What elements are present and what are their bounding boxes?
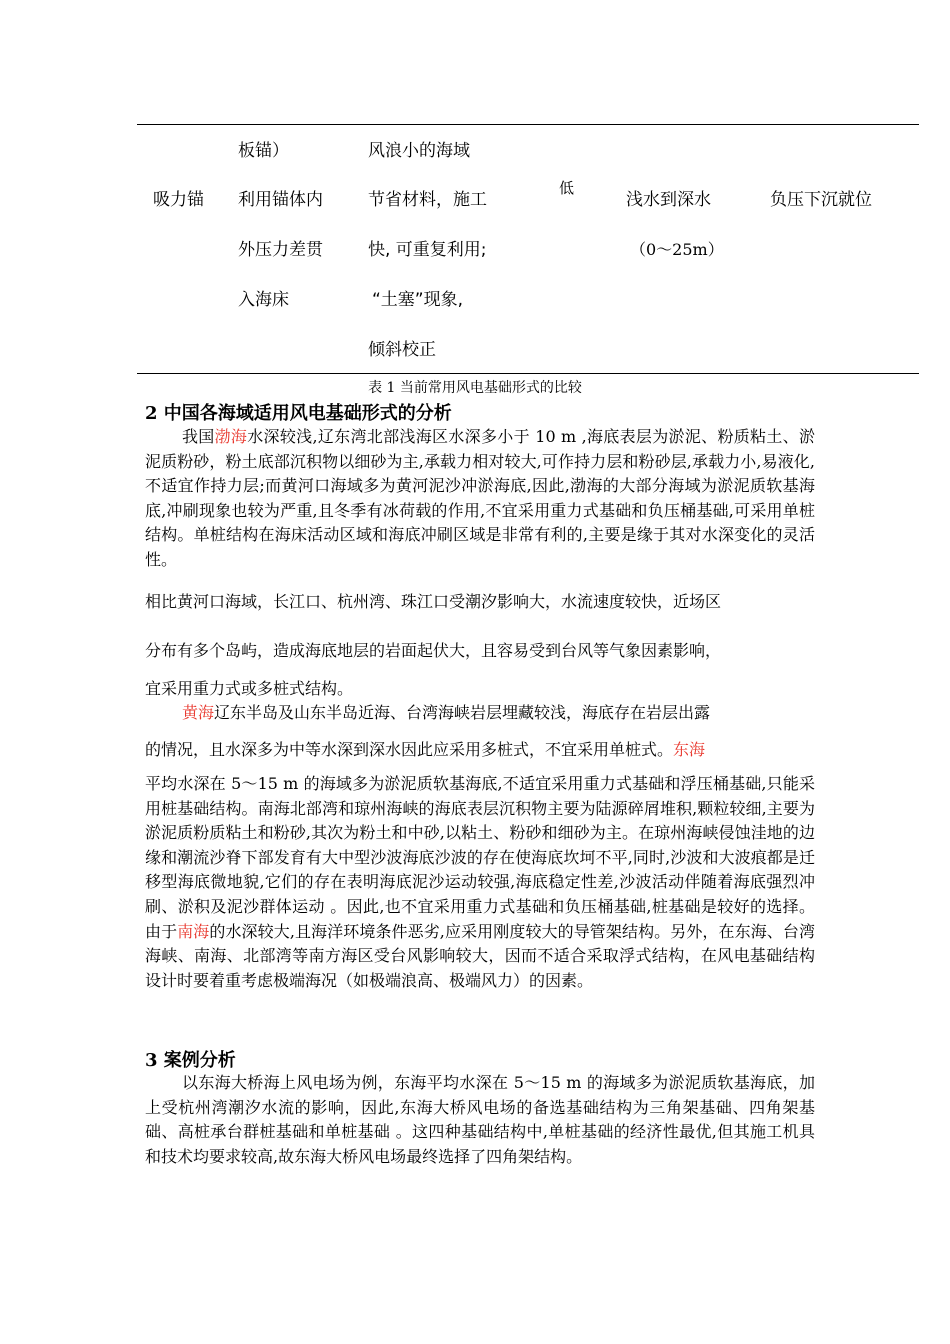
p2-line-2-text: ，且容易受到台风等气象因素影响， [465, 641, 722, 660]
table-cell-features-2: 节省材料，施工 [368, 190, 487, 210]
p2-line-1-text: 相比黄河口海域，长江口、杭州湾、珠江口受潮汐影响大，水流速度较快，近 [145, 592, 690, 611]
p2-line-3: 宜采用重力式或多桩式结构。 [145, 679, 354, 698]
table-cell-principle-4: 入海床 [238, 290, 289, 310]
table-cell-depth-2: （0～25m） [630, 240, 724, 259]
p1-lead: 我国 [182, 427, 215, 446]
p2-line-2-sans: 分布有多个岛屿，造成海底地层的岩面起伏大 [145, 641, 466, 660]
sea-name-donghai: 东海 [673, 740, 706, 759]
section-2-paragraph-donghai [145, 772, 815, 993]
p3-line-2-a: 的情况，且水深多为 [145, 740, 290, 759]
p3-line-2 [145, 737, 705, 760]
section-2-paragraph-bohai [145, 425, 815, 573]
p1-body: 水深较浅,辽东湾北部浅海区水深多小于 10 m ,海底表层为淤泥、粉质粘土、淤泥质粉砂，粉土底部沉积物以细砂为主,承载力相对较大,可作持力层和粉砂层,承载力小,易液化,不适宜作持力层;而黄河口海域多为黄河泥沙冲淤海底,因此,渤海的大部分海域为淤泥质软基海底,冲刷现象也较为严重,且冬季有冰荷载的作用,不宜采用重力式基础和负压桶基础,可采用单桩结构。单桩结构在海床活动区域和海底冲刷区域是非常有利的,主要是缘于其对水深变化的灵活性。 [145, 427, 815, 569]
p2-line-1 [145, 589, 721, 612]
p3-line-1-text: 辽东半岛及山东半岛近海、台湾海峡岩层埋藏较浅，海底存在岩层出露 [214, 703, 711, 722]
table-caption: 表 1 当前常用风电基础形式的比较 [368, 380, 582, 396]
table-cell-cost: 低 [559, 179, 575, 197]
p2-line-2 [145, 638, 721, 661]
table-cell-features-4: “土塞”现象, [372, 290, 464, 310]
table-bottom-rule [137, 373, 919, 374]
p4-body-b: 的水深较大,且海洋环境条件恶劣,应采用刚度较大的导管架结构。另外，在东海、台湾海峡、南海、北部湾等南方海区受台风影响较大，因而不适合采取浮式结构，在风电基础结构设计时要着重考虑极端海况（如极端浪高、极端风力）的因素。 [145, 921, 815, 990]
table-cell-type: 吸力锚 [153, 190, 204, 210]
sea-name-nanhai: 南海 [177, 921, 210, 941]
section-3-heading: 3 案例分析 [145, 1050, 236, 1071]
p3-line-2-b: 因此应采用多桩式，不宜采用单桩式。 [401, 740, 674, 759]
section-2-heading: 2 中国各海域适用风电基础形式的分析 [145, 403, 452, 424]
p2-line-1-sans: 场区 [689, 592, 722, 611]
sea-name-huanghai: 黄海 [182, 703, 215, 722]
table-cell-installation: 负压下沉就位 [770, 190, 872, 210]
sea-name-bohai: 渤海 [214, 427, 248, 446]
p4-body-a: 平均水深在 5～15 m 的海域多为淤泥质软基海底,不适宜采用重力式基础和浮压桶基础,只能采用桩基础结构。南海北部湾和琼州海峡的海底表层沉积物主要为陆源碎屑堆积,颗粒较细,主要为淤泥质粉质粘土和粉砂,其次为粉土和中砂,以粘土、粉砂和细砂为主。在琼州海峡侵蚀洼地的边缘和潮流沙脊下部发育有大中型沙波海底沙波的存在使海底坎坷不平,同时,沙波和大波痕都是迁移型海底微地貌,它们的存在表明海底泥沙运动较强,海底稳定性差,沙波活动伴随着海底强烈冲刷、淤积及泥沙群体运动 。因此,也不宜采用重力式基础和负压桶基础,桩基础是较好的选择。由于 [145, 774, 815, 941]
p3-line-2-sans: 中等水深到深水 [289, 740, 402, 759]
table-cell-principle-2: 利用锚体内 [238, 190, 323, 210]
table-cell-features-1: 风浪小的海域 [368, 141, 470, 161]
table-cell-features-5: 倾斜校正 [368, 340, 436, 360]
table-cell-principle-1: 板锚） [238, 141, 289, 161]
p3-line-1 [182, 700, 710, 723]
table-cell-features-3: 快, 可重复利用; [368, 240, 487, 260]
section-3-paragraph: 以东海大桥海上风电场为例，东海平均水深在 5～15 m 的海域多为淤泥质软基海底，加上受杭州湾潮汐水流的影响，因此,东海大桥风电场的备选基础结构为三角架基础、四角架基础、高桩承台群桩基础和单桩基础 。这四种基础结构中,单桩基础的经济性最优,但其施工机具和技术均要求较高,故东海大桥风电场最终选择了四角架结构。 [145, 1073, 815, 1166]
table-top-rule [137, 124, 919, 125]
table-cell-depth-1: 浅水到深水 [626, 190, 711, 210]
table-cell-principle-3: 外压力差贯 [238, 240, 323, 260]
